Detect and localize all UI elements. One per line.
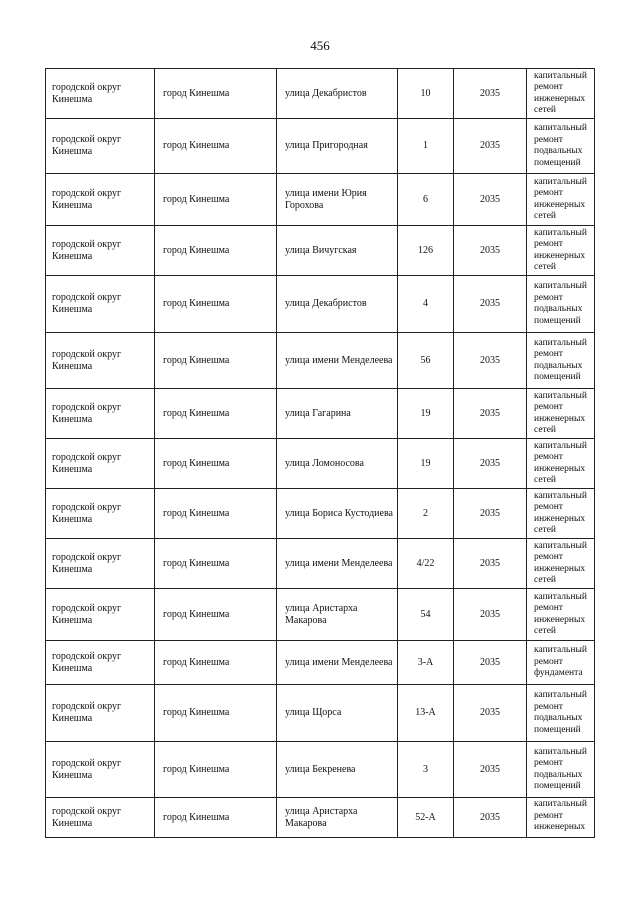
street-cell: улица Декабристов bbox=[277, 69, 398, 119]
district-cell: городской округ Кинешма bbox=[46, 489, 155, 539]
city-cell: город Кинешма bbox=[155, 276, 277, 333]
table-row bbox=[46, 685, 595, 742]
work-type-cell: капитальный ремонт инженерных сетей bbox=[527, 69, 595, 119]
street-cell: улица имени Менделеева bbox=[277, 539, 398, 589]
district-cell: городской округ Кинешма bbox=[46, 539, 155, 589]
house-number-cell: 6 bbox=[398, 174, 454, 226]
table-row bbox=[46, 333, 595, 389]
street-cell: улица Гагарина bbox=[277, 389, 398, 439]
city-cell: город Кинешма bbox=[155, 641, 277, 685]
district-cell: городской округ Кинешма bbox=[46, 641, 155, 685]
work-type-cell: капитальный ремонт подвальных помещений bbox=[527, 742, 595, 798]
work-type-cell: капитальный ремонт подвальных помещений bbox=[527, 333, 595, 389]
year-cell: 2035 bbox=[454, 641, 527, 685]
street-cell: улица имени Юрия Горохова bbox=[277, 174, 398, 226]
table-row bbox=[46, 798, 595, 838]
year-cell: 2035 bbox=[454, 276, 527, 333]
work-type-cell: капитальный ремонт инженерных сетей bbox=[527, 539, 595, 589]
work-type-cell: капитальный ремонт инженерных сетей bbox=[527, 174, 595, 226]
table-row bbox=[46, 226, 595, 276]
year-cell: 2035 bbox=[454, 589, 527, 641]
district-cell: городской округ Кинешма bbox=[46, 276, 155, 333]
city-cell: город Кинешма bbox=[155, 119, 277, 174]
table-row bbox=[46, 641, 595, 685]
table-row bbox=[46, 489, 595, 539]
work-type-cell bbox=[527, 798, 595, 838]
street-cell: улица Аристарха Макарова bbox=[277, 798, 398, 838]
house-number-cell: 56 bbox=[398, 333, 454, 389]
district-cell: городской округ Кинешма bbox=[46, 119, 155, 174]
district-cell: городской округ Кинешма bbox=[46, 333, 155, 389]
street-cell: улица Щорса bbox=[277, 685, 398, 742]
year-cell: 2035 bbox=[454, 539, 527, 589]
house-number-cell: 54 bbox=[398, 589, 454, 641]
table-row bbox=[46, 119, 595, 174]
house-number-cell: 126 bbox=[398, 226, 454, 276]
street-cell: улица Бекренева bbox=[277, 742, 398, 798]
year-cell: 2035 bbox=[454, 742, 527, 798]
city-cell: город Кинешма bbox=[155, 742, 277, 798]
table-row bbox=[46, 174, 595, 226]
house-number-cell: 52-А bbox=[398, 798, 454, 838]
table-row bbox=[46, 439, 595, 489]
work-type-cell: капитальный ремонт инженерных сетей bbox=[527, 439, 595, 489]
table-row bbox=[46, 276, 595, 333]
district-cell: городской округ Кинешма bbox=[46, 389, 155, 439]
year-cell: 2035 bbox=[454, 389, 527, 439]
work-type-cell: капитальный ремонт инженерных сетей bbox=[527, 589, 595, 641]
work-type-cell: капитальный ремонт инженерных сетей bbox=[527, 226, 595, 276]
year-cell: 2035 bbox=[454, 226, 527, 276]
work-type-cell: капитальный ремонт подвальных помещений bbox=[527, 685, 595, 742]
year-cell: 2035 bbox=[454, 798, 527, 838]
district-cell: городской округ Кинешма bbox=[46, 742, 155, 798]
district-cell: городской округ Кинешма bbox=[46, 589, 155, 641]
table-body bbox=[46, 69, 595, 838]
house-number-cell: 3-А bbox=[398, 641, 454, 685]
district-cell: городской округ Кинешма bbox=[46, 685, 155, 742]
house-number-cell: 10 bbox=[398, 69, 454, 119]
district-cell: городской округ Кинешма bbox=[46, 226, 155, 276]
city-cell: город Кинешма bbox=[155, 685, 277, 742]
page-number: 456 bbox=[310, 38, 330, 53]
year-cell: 2035 bbox=[454, 489, 527, 539]
year-cell: 2035 bbox=[454, 119, 527, 174]
city-cell: город Кинешма bbox=[155, 589, 277, 641]
house-number-cell: 2 bbox=[398, 489, 454, 539]
city-cell: город Кинешма bbox=[155, 539, 277, 589]
street-cell: улица имени Менделеева bbox=[277, 641, 398, 685]
city-cell: город Кинешма bbox=[155, 69, 277, 119]
street-cell: улица Пригородная bbox=[277, 119, 398, 174]
street-cell: улица имени Менделеева bbox=[277, 333, 398, 389]
city-cell: город Кинешма bbox=[155, 798, 277, 838]
district-cell: городской округ Кинешма bbox=[46, 174, 155, 226]
table-row bbox=[46, 539, 595, 589]
table-row bbox=[46, 389, 595, 439]
district-cell: городской округ Кинешма bbox=[46, 69, 155, 119]
table-row bbox=[46, 69, 595, 119]
city-cell: город Кинешма bbox=[155, 174, 277, 226]
work-type-text: капитальный ремонт инженерных bbox=[534, 799, 587, 832]
year-cell: 2035 bbox=[454, 333, 527, 389]
street-cell: улица Ломоносова bbox=[277, 439, 398, 489]
house-number-cell: 1 bbox=[398, 119, 454, 174]
street-cell: улица Аристарха Макарова bbox=[277, 589, 398, 641]
work-type-cell: капитальный ремонт фундамента bbox=[527, 641, 595, 685]
house-number-cell: 19 bbox=[398, 389, 454, 439]
city-cell: город Кинешма bbox=[155, 389, 277, 439]
district-cell: городской округ Кинешма bbox=[46, 798, 155, 838]
table-row bbox=[46, 589, 595, 641]
house-number-cell: 19 bbox=[398, 439, 454, 489]
city-cell: город Кинешма bbox=[155, 333, 277, 389]
work-type-cell: капитальный ремонт инженерных сетей bbox=[527, 489, 595, 539]
house-number-cell: 3 bbox=[398, 742, 454, 798]
year-cell: 2035 bbox=[454, 69, 527, 119]
repair-schedule-table bbox=[45, 68, 595, 838]
street-cell: улица Вичугская bbox=[277, 226, 398, 276]
city-cell: город Кинешма bbox=[155, 439, 277, 489]
city-cell: город Кинешма bbox=[155, 226, 277, 276]
city-cell: город Кинешма bbox=[155, 489, 277, 539]
table-row bbox=[46, 742, 595, 798]
house-number-cell: 13-А bbox=[398, 685, 454, 742]
house-number-cell: 4 bbox=[398, 276, 454, 333]
year-cell: 2035 bbox=[454, 439, 527, 489]
year-cell: 2035 bbox=[454, 174, 527, 226]
street-cell: улица Бориса Кустодиева bbox=[277, 489, 398, 539]
year-cell: 2035 bbox=[454, 685, 527, 742]
work-type-cell: капитальный ремонт подвальных помещений bbox=[527, 119, 595, 174]
house-number-cell: 4/22 bbox=[398, 539, 454, 589]
district-cell: городской округ Кинешма bbox=[46, 439, 155, 489]
street-cell: улица Декабристов bbox=[277, 276, 398, 333]
work-type-cell: капитальный ремонт инженерных сетей bbox=[527, 389, 595, 439]
work-type-cell: капитальный ремонт подвальных помещений bbox=[527, 276, 595, 333]
